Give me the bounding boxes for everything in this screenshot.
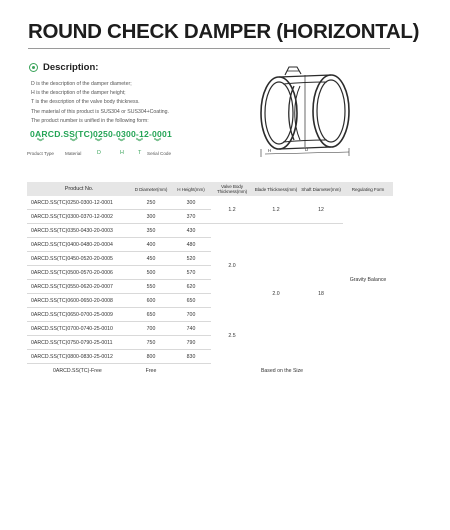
spec-table	[27, 182, 393, 377]
cell-d: 800	[131, 350, 171, 364]
cell-product-no: 0ARCD.SS(TC)0400-0480-20-0004	[27, 238, 131, 252]
col-header-h: H Height(mm)	[171, 182, 211, 196]
cell-thickness: 2.0	[228, 262, 236, 269]
product-code-example: 0ARCD.SS(TC)0250-0300-12-0001	[30, 129, 172, 139]
back-ring-outer	[313, 75, 349, 147]
cell-blade: 2.0	[272, 290, 280, 297]
description-line: T is the description of the valve body thickness.	[31, 99, 140, 106]
front-ring-outer	[261, 77, 297, 149]
cell-shaft: 12	[299, 196, 343, 224]
col-header-thickness: Valve Body Thickness(mm)	[211, 182, 253, 196]
table-row	[27, 196, 393, 210]
cell-thickness: 2.5	[228, 332, 236, 339]
table-header-row	[27, 182, 393, 196]
chevron-down-icon: ︾	[136, 139, 143, 146]
cell-regulating: Gravity Balance	[349, 276, 387, 283]
cell-h: 370	[171, 210, 211, 224]
cell-d: 250	[131, 196, 171, 210]
cell-d: 400	[131, 238, 171, 252]
cell-h: 430	[171, 224, 211, 238]
cell-product-no: 0ARCD.SS(TC)0300-0370-12-0002	[27, 210, 131, 224]
title-divider	[28, 48, 390, 49]
cell-product-no: 0ARCD.SS(TC)0650-0700-25-0009	[27, 308, 131, 322]
code-label-t: T	[138, 150, 142, 156]
cell-h: 650	[171, 294, 211, 308]
cell-product-no: 0ARCD.SS(TC)0550-0620-20-0007	[27, 280, 131, 294]
description-line: H is the description of the damper height;	[31, 90, 126, 97]
description-line: The material of this product is SUS304 or SUS304+Coating.	[31, 108, 169, 115]
cell-d: 600	[131, 294, 171, 308]
col-header-d: D Diameter(mm)	[131, 182, 171, 196]
cell-shaft: 18	[318, 290, 324, 297]
cell-product-no: 0ARCD.SS(TC)0250-0300-12-0001	[27, 196, 131, 210]
chevron-down-icon: ︾	[154, 139, 161, 146]
cell-h: 520	[171, 252, 211, 266]
cell-d: 550	[131, 280, 171, 294]
cell-h: 790	[171, 336, 211, 350]
back-ring-inner	[317, 80, 345, 142]
description-line: D is the description of the damper diameter;	[31, 81, 132, 87]
col-header-product-no: Product No.	[27, 182, 131, 196]
description-text	[31, 80, 169, 126]
chevron-down-icon: ︾	[70, 139, 77, 146]
cell-product-no: 0ARCD.SS(TC)0800-0830-25-0012	[27, 350, 131, 364]
description-line: The product number is unified in the following form:	[31, 117, 149, 124]
cell-product-no: 0ARCD.SS(TC)0350-0430-20-0003	[27, 224, 131, 238]
cell-d: 300	[131, 210, 171, 224]
cell-thickness: 1.2	[211, 196, 253, 224]
diagram-label-h: H	[268, 148, 272, 153]
table-row-free	[27, 364, 393, 378]
col-header-regulating: Regulating Form	[343, 182, 393, 196]
bullet-circle-icon	[29, 63, 38, 72]
code-label-h: H	[120, 150, 124, 156]
cell-h: 480	[171, 238, 211, 252]
col-header-blade: Blade Thickness(mm)	[253, 182, 299, 196]
cell-size-note: Based on the Size	[260, 367, 304, 374]
cell-h: 300	[171, 196, 211, 210]
description-label: Description:	[43, 62, 99, 73]
description-heading	[29, 62, 98, 73]
cell-d: Free	[145, 367, 157, 374]
cell-product-no: 0ARCD.SS(TC)0750-0790-25-0011	[27, 336, 131, 350]
damper-drawing	[253, 66, 363, 158]
cell-product-no: 0ARCD.SS(TC)0500-0570-20-0006	[27, 266, 131, 280]
table-row	[27, 224, 393, 238]
cell-d: 750	[131, 336, 171, 350]
diagram-label-d: D	[305, 147, 309, 152]
cell-h: 700	[171, 308, 211, 322]
cell-d: 450	[131, 252, 171, 266]
chevron-down-icon: ︾	[37, 139, 44, 146]
code-label-product-type: Product Type	[27, 151, 54, 156]
page-title: ROUND CHECK DAMPER (HORIZONTAL)	[28, 20, 420, 43]
cell-h: 740	[171, 322, 211, 336]
cell-product-no: 0ARCD.SS(TC)-Free	[53, 367, 102, 374]
cell-product-no: 0ARCD.SS(TC)0700-0740-25-0010	[27, 322, 131, 336]
chevron-down-icon: ︾	[95, 139, 102, 146]
code-label-d: D	[97, 150, 101, 156]
code-label-material: Material	[65, 151, 82, 156]
chevron-down-icon: ︾	[118, 139, 125, 146]
cell-h: 620	[171, 280, 211, 294]
cell-product-no: 0ARCD.SS(TC)0450-0520-20-0005	[27, 252, 131, 266]
dimension-line	[265, 152, 349, 154]
cell-d: 350	[131, 224, 171, 238]
cell-product-no: 0ARCD.SS(TC)0600-0650-20-0008	[27, 294, 131, 308]
cell-d: 700	[131, 322, 171, 336]
col-header-shaft: Shaft Diameter(mm)	[299, 182, 343, 196]
code-label-serial: Serial Code	[147, 151, 172, 156]
cell-d: 650	[131, 308, 171, 322]
cell-h: 830	[171, 350, 211, 364]
cell-h: 570	[171, 266, 211, 280]
cell-d: 500	[131, 266, 171, 280]
cell-blade: 1.2	[253, 196, 299, 224]
